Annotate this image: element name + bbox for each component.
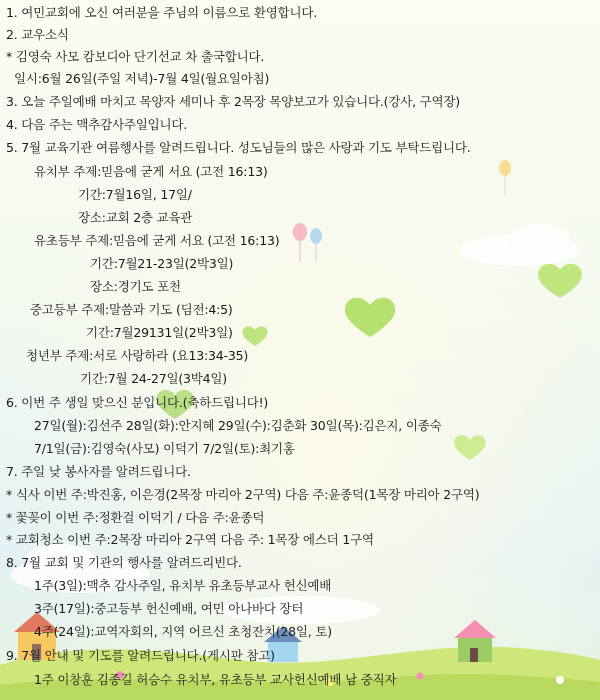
line-elementary-place: 장소:경기도 포천 — [90, 279, 181, 294]
line-prayer-week1: 1주 이창훈 김종길 허승수 유치부, 유초등부 교사헌신예배 남 중직자 — [34, 672, 397, 687]
line-young-adult-theme: 청년부 주제:서로 사랑하라 (요13:34-35) — [26, 348, 249, 363]
line-july-week4: 4주(24일):교역자회의, 지역 어르신 초청잔치(28일, 토) — [34, 624, 332, 639]
line-seminar: 3. 오늘 주일예배 마치고 목양자 세미나 후 2목장 목양보고가 있습니다.(강사, 구역장) — [6, 94, 460, 109]
line-july-events-heading: 8. 7월 교회 및 기관의 행사를 알려드리빈다. — [6, 555, 242, 570]
line-kindergarten-theme: 유치부 주제:믿음에 굳게 서요 (고전 16:13) — [34, 164, 268, 179]
line-birthdays-2: 7/1일(금):김영숙(사모) 이덕기 7/2일(토):최기홍 — [34, 441, 295, 456]
line-mission-dates: 일시:6월 26일(주일 저녁)-7월 4일(월요일아침) — [14, 71, 270, 86]
line-youth-theme: 중고등부 주제:말씀과 기도 (딤전:4:5) — [30, 302, 233, 317]
line-youth-dates: 기간:7월29131일(2박3일) — [86, 325, 233, 340]
line-volunteers-meal: * 식사 이번 주:박진홍, 이은경(2목장 마리아 2구역) 다음 주:윤종덕(1목장 마리아 2구역) — [6, 487, 480, 502]
line-volunteers-flowers: * 꽃꽂이 이번 주:정환걸 이덕기 / 다음 주:윤종덕 — [6, 510, 265, 525]
line-birthdays-heading: 6. 이번 주 생일 맞으신 분입니다.(축하드립니다!) — [6, 395, 269, 410]
line-kindergarten-place: 장소:교회 2층 교육관 — [78, 210, 193, 225]
line-birthdays-1: 27일(월):김선주 28일(화):안지혜 29일(수):김춘화 30일(목):김은지, 이종숙 — [34, 418, 442, 433]
line-kindergarten-dates: 기간:7월16일, 17일/ — [78, 187, 192, 202]
line-elementary-dates: 기간:7월21-23일(2박3일) — [90, 256, 234, 271]
line-mission-trip: * 김영숙 사모 캄보디아 단기선교 차 출국합니다. — [6, 49, 265, 64]
line-prayer-heading: 9. 7월 안내 및 기도를 알려드립니다.(게시판 참고) — [6, 648, 275, 663]
line-elementary-theme: 유초등부 주제:믿음에 굳게 서요 (고전 16:13) — [34, 233, 280, 248]
line-volunteers-heading: 7. 주일 낮 봉사자를 알려드립니다. — [6, 464, 191, 479]
line-next-week: 4. 다음 주는 맥추감사주일입니다. — [6, 117, 187, 132]
line-young-adult-dates: 기간:7월 24-27일(3박4일) — [80, 371, 227, 386]
line-members-news-heading: 2. 교우소식 — [6, 27, 69, 42]
line-summer-events: 5. 7월 교육기관 여름행사를 알려드립니다. 성도님들의 많은 사랑과 기도 부탁드립니다. — [6, 140, 471, 155]
line-volunteers-cleaning: * 교회청소 이번 주:2목장 마리아 2구역 다음 주: 1목장 에스더 1구역 — [6, 532, 374, 547]
line-welcome: 1. 여민교회에 오신 여러분을 주님의 이름으로 환영합니다. — [6, 5, 318, 20]
line-july-week3: 3주(17일):중고등부 헌신예배, 여민 아나바다 장터 — [34, 601, 304, 616]
line-july-week1: 1주(3일):맥추 감사주일, 유치부 유초등부교사 헌신예배 — [34, 578, 332, 593]
